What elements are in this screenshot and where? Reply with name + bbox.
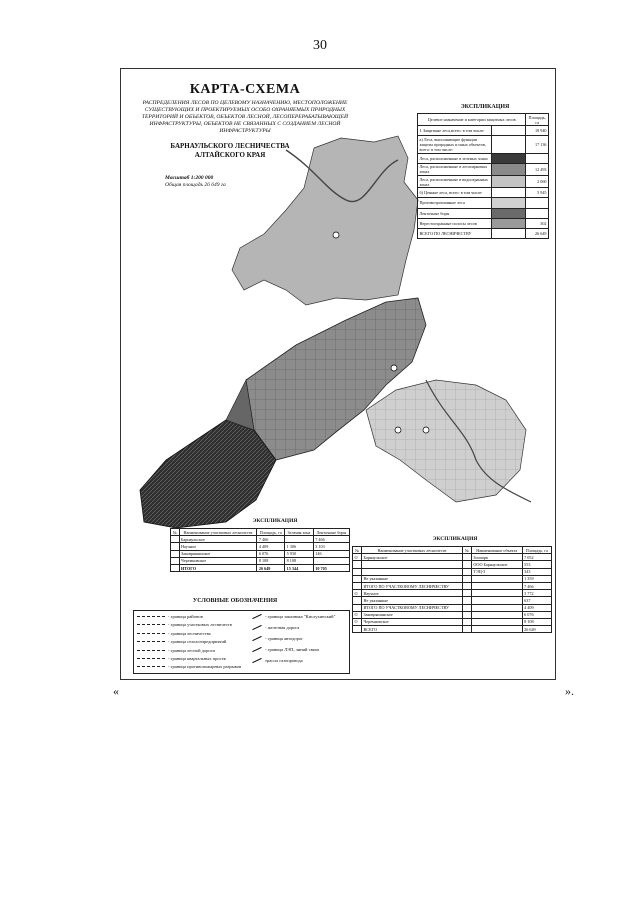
- legend-item: [137, 614, 203, 619]
- explication-2-table: [170, 528, 350, 572]
- table-row: [353, 561, 552, 568]
- table-cell: [171, 536, 180, 543]
- legend-item: [252, 636, 303, 641]
- table-header: №: [353, 547, 362, 554]
- table-cell: б) Ценные леса, всего: в том числе:: [418, 188, 492, 198]
- table-cell: [471, 575, 522, 582]
- open-quote: «: [113, 684, 119, 698]
- legend-symbol: [252, 647, 261, 652]
- table-cell: 10 705: [313, 564, 349, 571]
- table-cell: [462, 575, 471, 582]
- table-header: Площадь, га: [526, 114, 549, 126]
- table-cell: [353, 597, 362, 604]
- table-cell: Леса, расположенные в зеленых зонах: [418, 153, 492, 163]
- table-row: [418, 136, 549, 153]
- table-cell: Черемновское: [362, 618, 463, 625]
- table-cell: 8 108: [257, 557, 285, 564]
- legend-symbol: [252, 614, 261, 619]
- table-cell: [353, 626, 362, 633]
- scale-line1: Масштаб 1:200 000: [165, 175, 214, 181]
- table-cell: ИТОГО: [179, 564, 257, 571]
- map-subtitle: РАСПРЕДЕЛЕНИЯ ЛЕСОВ ПО ЦЕЛЕВОМУ НАЗНАЧЕНИЮ, МЕСТОПОЛОЖЕНИЕ СУЩЕСТВУЮЩИХ И ПРОЕКТИРУЕМЫХ ОСОБО ОХРАНЯЕМЫХ ПРИРОДНЫХ ТЕРРИТОРИЙ И ОБЪЕКТОВ, ОБЪЕКТОВ ЛЕСНОЙ, ЛЕСОПЕРЕРАБАТЫВАЮЩЕЙ ИНФРАСТРУКТУРЫ, ОБЪЕКТОВ НЕ СВЯЗАННЫХ С СОЗДАНИЕМ ЛЕСНОЙ ИНФРАСТРУКТУРЫ: [141, 100, 349, 134]
- table-row: [353, 626, 552, 633]
- table-cell: ВСЕГО ПО ЛЕСНИЧЕСТВУ: [418, 228, 492, 238]
- legend-item: [252, 614, 335, 619]
- table-row: [353, 604, 552, 611]
- table-cell: [462, 597, 471, 604]
- legend-title: УСЛОВНЫЕ ОБОЗНАЧЕНИЯ: [192, 598, 278, 604]
- legend-label: - граница лесной дороги: [168, 647, 215, 653]
- table-cell: О: [353, 590, 362, 597]
- table-row: [171, 557, 350, 564]
- eastern-forest-area: [366, 380, 526, 502]
- table-row: [353, 582, 552, 589]
- table-row: [418, 126, 549, 136]
- legend-line: [137, 633, 165, 634]
- table-row: [418, 188, 549, 198]
- table-cell: 7 466: [313, 536, 349, 543]
- table-cell: 8 108: [522, 618, 551, 625]
- table-cell: [353, 568, 362, 575]
- table-header: №: [171, 529, 180, 536]
- lesnichestvo-marker-3: [395, 427, 401, 433]
- table-cell: Не указанные: [362, 597, 463, 604]
- legend-line: [137, 641, 165, 642]
- table-cell: Заковряшинское: [362, 611, 463, 618]
- legend-item: [137, 656, 226, 661]
- table-row: [353, 611, 552, 618]
- table-cell: О: [353, 611, 362, 618]
- table-cell: 343: [522, 568, 551, 575]
- table-row: [171, 543, 350, 550]
- legend-label: - граница ЛЭП, линий связи: [265, 647, 319, 652]
- lesnichestvo-marker-1: [333, 232, 339, 238]
- legend: [133, 610, 350, 674]
- table-header-row: [418, 114, 549, 126]
- table-cell: [353, 575, 362, 582]
- table-cell: [171, 564, 180, 571]
- table-cell: 553: [522, 561, 551, 568]
- legend-swatch: [492, 208, 526, 218]
- table-cell: [471, 604, 522, 611]
- table-row: [171, 550, 350, 557]
- table-header: Ленточные боры: [313, 529, 349, 536]
- table-header: Целевое назначение и категории защитных лесов: [418, 114, 526, 126]
- legend-label: - граница районов: [168, 614, 203, 619]
- table-cell: ИТОГО ПО УЧАСТКОВОМУ ЛЕСНИЧЕСТВУ: [362, 582, 463, 589]
- table-cell: 7 052: [522, 554, 551, 561]
- legend-line: [137, 650, 165, 651]
- legend-line: [137, 666, 165, 667]
- table-cell: а) Леса, выполняющие функции защиты природных и иных объектов, всего: в том числе:: [418, 136, 492, 153]
- legend-label: - граница сельхозпредприятий: [168, 639, 227, 645]
- table-row: [353, 554, 552, 561]
- legend-swatch: [492, 136, 526, 153]
- table-cell: 3 772: [522, 590, 551, 597]
- table-cell: [462, 554, 471, 561]
- legend-line: [137, 624, 165, 625]
- legend-swatch: [492, 153, 526, 163]
- legend-item: [137, 639, 226, 644]
- table-cell: 17 136: [526, 136, 549, 153]
- table-cell: 18 940: [526, 126, 549, 136]
- legend-item: [137, 631, 211, 636]
- table-cell: 26 649: [526, 228, 549, 238]
- table-cell: [353, 582, 362, 589]
- table-cell: О: [353, 618, 362, 625]
- table-cell: Заковряшинское: [179, 550, 257, 557]
- table-cell: 7 466: [257, 536, 285, 543]
- table-cell: 302: [526, 218, 549, 228]
- table-cell: Барнаульское: [179, 536, 257, 543]
- table-cell: Не указанные: [362, 575, 463, 582]
- table-row: [418, 175, 549, 187]
- table-cell: [353, 561, 362, 568]
- table-header: Площадь, га: [522, 547, 551, 554]
- table-cell: [462, 590, 471, 597]
- legend-symbol: [252, 625, 261, 630]
- legend-swatch: [492, 218, 526, 228]
- table-cell: 2 060: [526, 175, 549, 187]
- table-cell: 637: [522, 597, 551, 604]
- legend-item: [252, 647, 319, 652]
- table-cell: [526, 153, 549, 163]
- table-cell: Леса, расположенные в водоохранных зонах: [418, 175, 492, 187]
- table-cell: [171, 557, 180, 564]
- legend-swatch: [492, 188, 526, 198]
- legend-line: [137, 658, 165, 659]
- table-row: [418, 198, 549, 208]
- table-cell: 146: [313, 550, 349, 557]
- table-cell: [171, 550, 180, 557]
- table-cell: Леса, расположенные в лесопарковых зонах: [418, 163, 492, 175]
- table-cell: 12 493: [526, 163, 549, 175]
- table-cell: [462, 568, 471, 575]
- table-row: [353, 618, 552, 625]
- explication-title: ЭКСПЛИКАЦИЯ: [460, 104, 510, 110]
- northern-forest-area: [232, 136, 418, 305]
- legend-item: [137, 622, 232, 627]
- table-cell: 7 466: [522, 582, 551, 589]
- table-header: Наименование объекта: [471, 547, 522, 554]
- legend-label: - граница заказника "Кислухинский": [265, 614, 336, 619]
- map-title: КАРТА-СХЕМА: [189, 82, 301, 97]
- table-cell: [471, 590, 522, 597]
- table-header: Площадь, га: [257, 529, 285, 536]
- legend-label: трассы газопровода: [265, 658, 303, 663]
- table-cell: [462, 604, 471, 611]
- lesnichestvo-marker-2: [391, 365, 397, 371]
- table-row: [353, 590, 552, 597]
- table-cell: 1 359: [522, 575, 551, 582]
- table-cell: [526, 208, 549, 218]
- table-cell: 26 649: [522, 626, 551, 633]
- table-cell: [462, 561, 471, 568]
- forestry-line2: АЛТАЙСКОГО КРАЯ: [194, 151, 266, 159]
- table-row: [418, 153, 549, 163]
- table-cell: [526, 198, 549, 208]
- table-cell: [285, 536, 314, 543]
- table-row: [353, 597, 552, 604]
- forestry-line1: БАРНАУЛЬСКОГО ЛЕСНИЧЕСТВА: [170, 142, 290, 150]
- table-cell: Научное: [179, 543, 257, 550]
- explication-table: [417, 113, 549, 239]
- table-cell: [313, 557, 349, 564]
- table-cell: 6 076: [522, 611, 551, 618]
- legend-swatch: [492, 163, 526, 175]
- table-cell: [462, 618, 471, 625]
- table-row: [418, 163, 549, 175]
- table-header: Зеленая зона: [285, 529, 314, 536]
- table-cell: ТЭЦ-3: [471, 568, 522, 575]
- legend-item: [252, 658, 303, 663]
- table-cell: 5 945: [526, 188, 549, 198]
- table-cell: [471, 618, 522, 625]
- explication-2-title: ЭКСПЛИКАЦИЯ: [252, 518, 298, 524]
- table-cell: [362, 561, 463, 568]
- table-header-row: [353, 547, 552, 554]
- legend-label: - граница лесничества: [168, 630, 211, 636]
- table-cell: [471, 611, 522, 618]
- legend-swatch: [492, 126, 526, 136]
- lesnichestvo-marker-4: [423, 427, 429, 433]
- table-cell: [362, 568, 463, 575]
- table-cell: 4 409: [257, 543, 285, 550]
- legend-swatch: [492, 228, 526, 238]
- table-cell: 6 076: [257, 550, 285, 557]
- table-cell: [471, 626, 522, 633]
- legend-item: [137, 648, 215, 653]
- table-cell: [462, 582, 471, 589]
- southwest-dark-area: [140, 420, 276, 528]
- table-cell: 1 306: [285, 543, 314, 550]
- table-header: Наименование участковых лесничеств: [179, 529, 257, 536]
- legend-symbol: [252, 636, 261, 641]
- table-cell: ВСЕГО: [362, 626, 463, 633]
- table-cell: [462, 611, 471, 618]
- table-total-row: [171, 564, 350, 571]
- table-cell: [353, 604, 362, 611]
- table-cell: 26 649: [257, 564, 285, 571]
- legend-label: - граница участковых лесничеств: [168, 622, 232, 628]
- table-row: [353, 575, 552, 582]
- table-cell: Научное: [362, 590, 463, 597]
- close-quote: ».: [565, 684, 574, 698]
- table-cell: Противоэрозионные леса: [418, 198, 492, 208]
- table-row: [353, 568, 552, 575]
- explication-3-table: [352, 546, 552, 633]
- table-cell: 3 103: [313, 543, 349, 550]
- explication-3-title: ЭКСПЛИКАЦИЯ: [432, 536, 478, 542]
- table-cell: Черемновское: [179, 557, 257, 564]
- legend-symbol: [252, 658, 261, 663]
- legend-item: [137, 664, 241, 669]
- table-cell: 4 409: [522, 604, 551, 611]
- table-cell: [471, 582, 522, 589]
- page-number: 30: [313, 38, 327, 53]
- table-cell: Зоопарк: [471, 554, 522, 561]
- table-cell: 15 344: [285, 564, 314, 571]
- legend-swatch: [492, 175, 526, 187]
- table-row: [418, 208, 549, 218]
- legend-label: - граница квартальных просек: [168, 656, 226, 661]
- legend-item: [252, 625, 299, 630]
- table-cell: О: [353, 554, 362, 561]
- table-cell: [471, 597, 522, 604]
- scale-line2: Общая площадь 26 649 га: [165, 182, 226, 188]
- table-cell: Барнаульское: [362, 554, 463, 561]
- table-row: [418, 218, 549, 228]
- table-cell: I. Защитные леса,всего: в том числе:: [418, 126, 492, 136]
- table-cell: Ленточные боры: [418, 208, 492, 218]
- table-header-row: [171, 529, 350, 536]
- table-cell: Нерестоохранные полосы лесов: [418, 218, 492, 228]
- legend-line: [137, 616, 165, 617]
- legend-label: - железная дорога: [265, 625, 300, 630]
- legend-swatch: [492, 198, 526, 208]
- legend-label: - граница автодорог: [265, 636, 303, 641]
- table-header: Наименование участковых лесничеств: [362, 547, 463, 554]
- table-cell: 8 108: [285, 557, 314, 564]
- table-cell: ООО Барнаульское: [471, 561, 522, 568]
- table-header: №: [462, 547, 471, 554]
- table-cell: [171, 543, 180, 550]
- table-cell: 5 930: [285, 550, 314, 557]
- table-row: [418, 228, 549, 238]
- legend-label: - граница противопожарных разрывов: [168, 664, 242, 670]
- table-cell: [462, 626, 471, 633]
- table-row: [171, 536, 350, 543]
- table-cell: ИТОГО ПО УЧАСТКОВОМУ ЛЕСНИЧЕСТВУ: [362, 604, 463, 611]
